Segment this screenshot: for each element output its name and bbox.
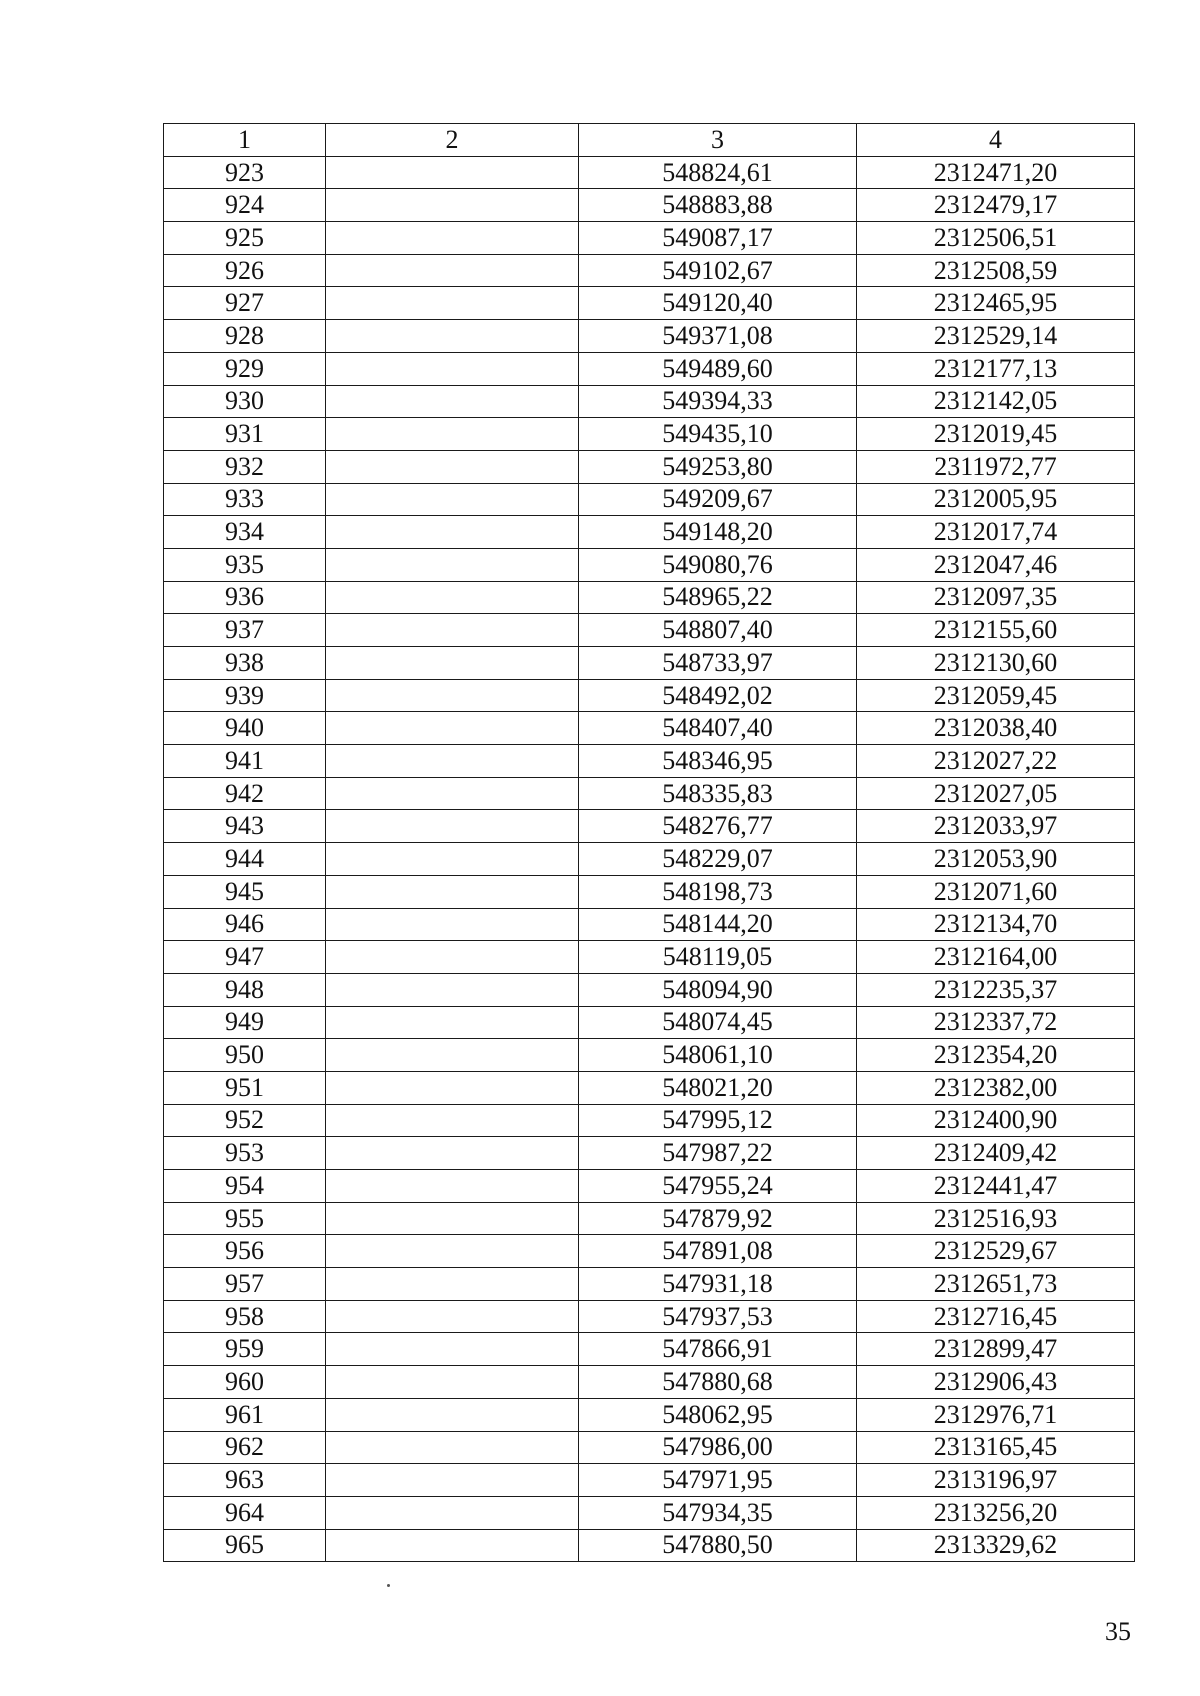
coord-y-cell: 2312155,60	[857, 614, 1135, 647]
coord-x-cell: 547987,22	[579, 1137, 857, 1170]
header-col-4: 4	[857, 124, 1135, 157]
coord-y-cell: 2312053,90	[857, 843, 1135, 876]
description-cell	[326, 1137, 579, 1170]
coord-x-cell: 549080,76	[579, 548, 857, 581]
table-body	[164, 156, 1135, 1562]
coord-x-cell: 548335,83	[579, 777, 857, 810]
coord-y-cell: 2312027,22	[857, 745, 1135, 778]
coord-y-cell: 2312906,43	[857, 1366, 1135, 1399]
coord-x-cell: 548492,02	[579, 679, 857, 712]
description-cell	[326, 1431, 579, 1464]
page-number: 35	[1105, 1617, 1131, 1646]
table-row	[164, 516, 1135, 549]
coord-y-cell: 2312142,05	[857, 385, 1135, 418]
coord-x-cell: 548407,40	[579, 712, 857, 745]
description-cell	[326, 712, 579, 745]
table-row	[164, 483, 1135, 516]
coord-y-cell: 2312441,47	[857, 1170, 1135, 1203]
table-row	[164, 1137, 1135, 1170]
table-row	[164, 647, 1135, 680]
point-number-cell: 935	[164, 548, 326, 581]
description-cell	[326, 1104, 579, 1137]
coord-x-cell: 549489,60	[579, 352, 857, 385]
description-cell	[326, 516, 579, 549]
point-number-cell: 941	[164, 745, 326, 778]
coord-x-cell: 548074,45	[579, 1006, 857, 1039]
point-number-cell: 950	[164, 1039, 326, 1072]
coord-x-cell: 547880,50	[579, 1529, 857, 1562]
table-row	[164, 320, 1135, 353]
table-row	[164, 1300, 1135, 1333]
point-number-cell: 929	[164, 352, 326, 385]
coord-x-cell: 548061,10	[579, 1039, 857, 1072]
description-cell	[326, 320, 579, 353]
description-cell	[326, 647, 579, 680]
description-cell	[326, 1071, 579, 1104]
coord-x-cell: 547880,68	[579, 1366, 857, 1399]
coord-y-cell: 2312235,37	[857, 973, 1135, 1006]
table-row	[164, 843, 1135, 876]
description-cell	[326, 352, 579, 385]
coord-x-cell: 547866,91	[579, 1333, 857, 1366]
point-number-cell: 933	[164, 483, 326, 516]
coord-y-cell: 2312716,45	[857, 1300, 1135, 1333]
coord-x-cell: 549120,40	[579, 287, 857, 320]
description-cell	[326, 1039, 579, 1072]
point-number-cell: 956	[164, 1235, 326, 1268]
point-number-cell: 947	[164, 941, 326, 974]
description-cell	[326, 222, 579, 255]
coord-x-cell: 547931,18	[579, 1268, 857, 1301]
description-cell	[326, 156, 579, 189]
point-number-cell: 959	[164, 1333, 326, 1366]
point-number-cell: 964	[164, 1496, 326, 1529]
coord-x-cell: 548094,90	[579, 973, 857, 1006]
coord-x-cell: 547891,08	[579, 1235, 857, 1268]
coord-x-cell: 549087,17	[579, 222, 857, 255]
description-cell	[326, 777, 579, 810]
coord-x-cell: 548807,40	[579, 614, 857, 647]
coord-x-cell: 548346,95	[579, 745, 857, 778]
description-cell	[326, 1300, 579, 1333]
table-row	[164, 418, 1135, 451]
point-number-cell: 960	[164, 1366, 326, 1399]
point-number-cell: 949	[164, 1006, 326, 1039]
table-row	[164, 941, 1135, 974]
description-cell	[326, 679, 579, 712]
point-number-cell: 938	[164, 647, 326, 680]
point-number-cell: 928	[164, 320, 326, 353]
coord-y-cell: 2312976,71	[857, 1398, 1135, 1431]
coord-x-cell: 549371,08	[579, 320, 857, 353]
point-number-cell: 954	[164, 1170, 326, 1203]
table-row	[164, 1333, 1135, 1366]
point-number-cell: 923	[164, 156, 326, 189]
point-number-cell: 952	[164, 1104, 326, 1137]
coord-y-cell: 2313196,97	[857, 1464, 1135, 1497]
coord-x-cell: 548733,97	[579, 647, 857, 680]
point-number-cell: 963	[164, 1464, 326, 1497]
coord-x-cell: 547971,95	[579, 1464, 857, 1497]
table-row	[164, 1496, 1135, 1529]
coord-y-cell: 2312382,00	[857, 1071, 1135, 1104]
description-cell	[326, 843, 579, 876]
point-number-cell: 946	[164, 908, 326, 941]
coord-x-cell: 549253,80	[579, 450, 857, 483]
point-number-cell: 934	[164, 516, 326, 549]
description-cell	[326, 614, 579, 647]
table-row	[164, 973, 1135, 1006]
description-cell	[326, 1366, 579, 1399]
point-number-cell: 942	[164, 777, 326, 810]
description-cell	[326, 810, 579, 843]
point-number-cell: 939	[164, 679, 326, 712]
description-cell	[326, 1333, 579, 1366]
table-row	[164, 1202, 1135, 1235]
point-number-cell: 924	[164, 189, 326, 222]
coord-y-cell: 2312005,95	[857, 483, 1135, 516]
description-cell	[326, 254, 579, 287]
table-row	[164, 1039, 1135, 1072]
description-cell	[326, 745, 579, 778]
coord-x-cell: 549102,67	[579, 254, 857, 287]
table-row	[164, 450, 1135, 483]
point-number-cell: 945	[164, 875, 326, 908]
point-number-cell: 936	[164, 581, 326, 614]
description-cell	[326, 1464, 579, 1497]
point-number-cell: 930	[164, 385, 326, 418]
coord-y-cell: 2312529,14	[857, 320, 1135, 353]
coord-y-cell: 2312027,05	[857, 777, 1135, 810]
point-number-cell: 926	[164, 254, 326, 287]
header-row	[164, 124, 1135, 157]
coord-x-cell: 547995,12	[579, 1104, 857, 1137]
description-cell	[326, 941, 579, 974]
description-cell	[326, 1170, 579, 1203]
coord-y-cell: 2312471,20	[857, 156, 1135, 189]
header-col-2: 2	[326, 124, 579, 157]
point-number-cell: 932	[164, 450, 326, 483]
point-number-cell: 927	[164, 287, 326, 320]
coord-x-cell: 547934,35	[579, 1496, 857, 1529]
coord-x-cell: 548119,05	[579, 941, 857, 974]
coord-x-cell: 548883,88	[579, 189, 857, 222]
description-cell	[326, 1006, 579, 1039]
coord-y-cell: 2311972,77	[857, 450, 1135, 483]
table-row	[164, 810, 1135, 843]
description-cell	[326, 581, 579, 614]
point-number-cell: 931	[164, 418, 326, 451]
coordinates-table	[163, 123, 1135, 1562]
coord-y-cell: 2312033,97	[857, 810, 1135, 843]
coord-y-cell: 2312038,40	[857, 712, 1135, 745]
coord-x-cell: 548062,95	[579, 1398, 857, 1431]
table-row	[164, 679, 1135, 712]
coord-x-cell: 549394,33	[579, 385, 857, 418]
table-row	[164, 189, 1135, 222]
description-cell	[326, 1268, 579, 1301]
table-row	[164, 745, 1135, 778]
point-number-cell: 965	[164, 1529, 326, 1562]
coord-x-cell: 548021,20	[579, 1071, 857, 1104]
description-cell	[326, 189, 579, 222]
description-cell	[326, 908, 579, 941]
table-header	[164, 124, 1135, 157]
coord-y-cell: 2312059,45	[857, 679, 1135, 712]
table-row	[164, 614, 1135, 647]
coord-y-cell: 2313256,20	[857, 1496, 1135, 1529]
description-cell	[326, 450, 579, 483]
coord-x-cell: 548229,07	[579, 843, 857, 876]
coord-y-cell: 2312177,13	[857, 352, 1135, 385]
description-cell	[326, 1529, 579, 1562]
coord-y-cell: 2312529,67	[857, 1235, 1135, 1268]
coord-y-cell: 2312516,93	[857, 1202, 1135, 1235]
table-row	[164, 222, 1135, 255]
point-number-cell: 940	[164, 712, 326, 745]
coord-y-cell: 2312465,95	[857, 287, 1135, 320]
table-row	[164, 1464, 1135, 1497]
point-number-cell: 925	[164, 222, 326, 255]
point-number-cell: 953	[164, 1137, 326, 1170]
point-number-cell: 948	[164, 973, 326, 1006]
coord-x-cell: 549209,67	[579, 483, 857, 516]
description-cell	[326, 483, 579, 516]
coord-y-cell: 2312899,47	[857, 1333, 1135, 1366]
table-row	[164, 875, 1135, 908]
table-row	[164, 1398, 1135, 1431]
description-cell	[326, 973, 579, 1006]
point-number-cell: 937	[164, 614, 326, 647]
table-row	[164, 1366, 1135, 1399]
coord-y-cell: 2312479,17	[857, 189, 1135, 222]
coord-y-cell: 2312019,45	[857, 418, 1135, 451]
point-number-cell: 958	[164, 1300, 326, 1333]
coord-x-cell: 547937,53	[579, 1300, 857, 1333]
description-cell	[326, 875, 579, 908]
coord-y-cell: 2312164,00	[857, 941, 1135, 974]
table-row	[164, 254, 1135, 287]
scan-speck	[387, 1584, 390, 1587]
table-row	[164, 1170, 1135, 1203]
table-row	[164, 1104, 1135, 1137]
table-row	[164, 1431, 1135, 1464]
coord-x-cell: 547986,00	[579, 1431, 857, 1464]
description-cell	[326, 1202, 579, 1235]
description-cell	[326, 287, 579, 320]
coord-y-cell: 2312506,51	[857, 222, 1135, 255]
table-row	[164, 581, 1135, 614]
table-row	[164, 908, 1135, 941]
table-row	[164, 287, 1135, 320]
description-cell	[326, 1398, 579, 1431]
coord-y-cell: 2313329,62	[857, 1529, 1135, 1562]
point-number-cell: 944	[164, 843, 326, 876]
table-row	[164, 156, 1135, 189]
table-row	[164, 1235, 1135, 1268]
point-number-cell: 955	[164, 1202, 326, 1235]
point-number-cell: 961	[164, 1398, 326, 1431]
point-number-cell: 962	[164, 1431, 326, 1464]
table-row	[164, 385, 1135, 418]
coord-y-cell: 2312400,90	[857, 1104, 1135, 1137]
table-row	[164, 1006, 1135, 1039]
coord-x-cell: 547955,24	[579, 1170, 857, 1203]
coord-y-cell: 2312134,70	[857, 908, 1135, 941]
description-cell	[326, 548, 579, 581]
coord-x-cell: 547879,92	[579, 1202, 857, 1235]
header-col-3: 3	[579, 124, 857, 157]
table-row	[164, 1268, 1135, 1301]
coord-y-cell: 2312651,73	[857, 1268, 1135, 1301]
coord-y-cell: 2312047,46	[857, 548, 1135, 581]
point-number-cell: 943	[164, 810, 326, 843]
coord-y-cell: 2312017,74	[857, 516, 1135, 549]
coord-y-cell: 2312337,72	[857, 1006, 1135, 1039]
description-cell	[326, 418, 579, 451]
description-cell	[326, 1235, 579, 1268]
table-row	[164, 1071, 1135, 1104]
point-number-cell: 951	[164, 1071, 326, 1104]
header-col-1: 1	[164, 124, 326, 157]
description-cell	[326, 385, 579, 418]
coord-y-cell: 2313165,45	[857, 1431, 1135, 1464]
coord-x-cell: 548144,20	[579, 908, 857, 941]
table-row	[164, 777, 1135, 810]
coord-y-cell: 2312508,59	[857, 254, 1135, 287]
coord-x-cell: 548824,61	[579, 156, 857, 189]
coord-x-cell: 549148,20	[579, 516, 857, 549]
coord-y-cell: 2312071,60	[857, 875, 1135, 908]
table-row	[164, 1529, 1135, 1562]
coord-x-cell: 548276,77	[579, 810, 857, 843]
table-row	[164, 548, 1135, 581]
point-number-cell: 957	[164, 1268, 326, 1301]
table-row	[164, 712, 1135, 745]
coord-y-cell: 2312409,42	[857, 1137, 1135, 1170]
coord-x-cell: 548965,22	[579, 581, 857, 614]
coord-y-cell: 2312354,20	[857, 1039, 1135, 1072]
table-row	[164, 352, 1135, 385]
coord-y-cell: 2312097,35	[857, 581, 1135, 614]
coord-y-cell: 2312130,60	[857, 647, 1135, 680]
description-cell	[326, 1496, 579, 1529]
coord-x-cell: 549435,10	[579, 418, 857, 451]
coord-x-cell: 548198,73	[579, 875, 857, 908]
